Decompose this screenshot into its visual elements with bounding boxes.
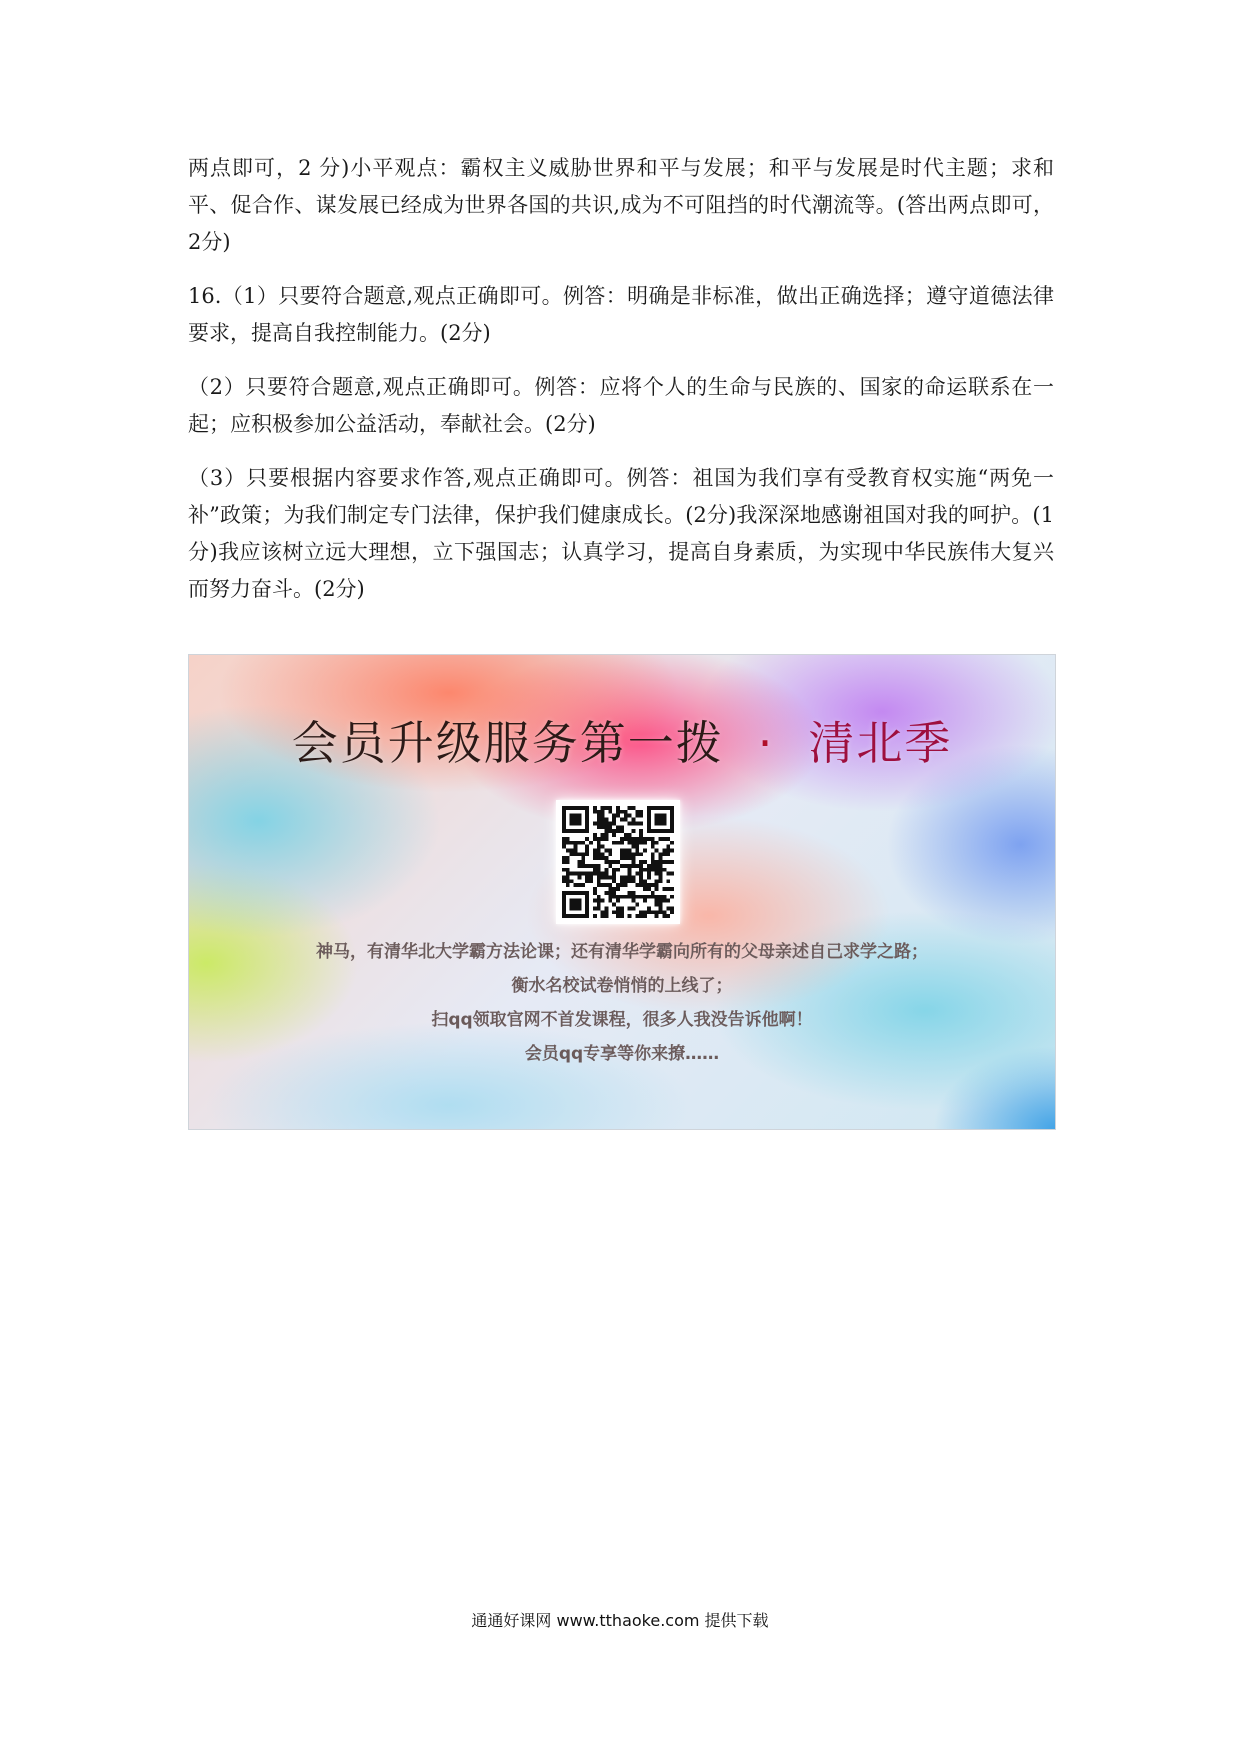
footer-source: 通通好课网 www.tthaoke.com 提供下载	[471, 1611, 769, 1630]
qr-code-icon	[562, 806, 674, 918]
answer-paragraph-3: （2）只要符合题意,观点正确即可。例答：应将个人的生命与民族的、国家的命运联系在一起；应积极参加公益活动，奉献社会。(2分)	[188, 375, 1054, 436]
promo-banner[interactable]	[188, 654, 1056, 1130]
banner-text	[189, 935, 1055, 1071]
answer-paragraph-2: 16.（1）只要符合题意,观点正确即可。例答：明确是非标准，做出正确选择；遵守道德法律要求，提高自我控制能力。(2分)	[188, 284, 1054, 345]
banner-title-right: 清北季	[808, 716, 953, 770]
banner-line-4: 会员qq专享等你来撩……	[524, 1044, 720, 1064]
qr-code[interactable]	[556, 800, 680, 924]
answer-paragraph-1: 两点即可，2 分)小平观点：霸权主义威胁世界和平与发展；和平与发展是时代主题；求和平、促合作、谋发展已经成为世界各国的共识,成为不可阻挡的时代潮流等。(答出两点即可，2分)	[188, 156, 1054, 254]
banner-line-3: 扫qq领取官网不首发课程，很多人我没告诉他啊！	[431, 1010, 813, 1030]
answer-text	[188, 150, 1054, 608]
banner-title-left: 会员升级服务第一拨	[291, 716, 724, 770]
banner-title	[189, 707, 1055, 773]
banner-line-2: 衡水名校试卷悄悄的上线了；	[511, 976, 733, 996]
banner-line-1: 神马，有清华北大学霸方法论课；还有清华学霸向所有的父母亲述自己求学之路；	[316, 942, 928, 962]
answer-paragraph-4: （3）只要根据内容要求作答,观点正确即可。例答：祖国为我们享有受教育权实施“两免一补”政策；为我们制定专门法律，保护我们健康成长。(2分)我深深地感谢祖国对我的呵护。(1分)我应该树立远大理想，立下强国志；认真学习，提高自身素质，为实现中华民族伟大复兴而努力奋斗。(2分)	[188, 466, 1054, 601]
banner-title-dot: ·	[757, 716, 775, 770]
